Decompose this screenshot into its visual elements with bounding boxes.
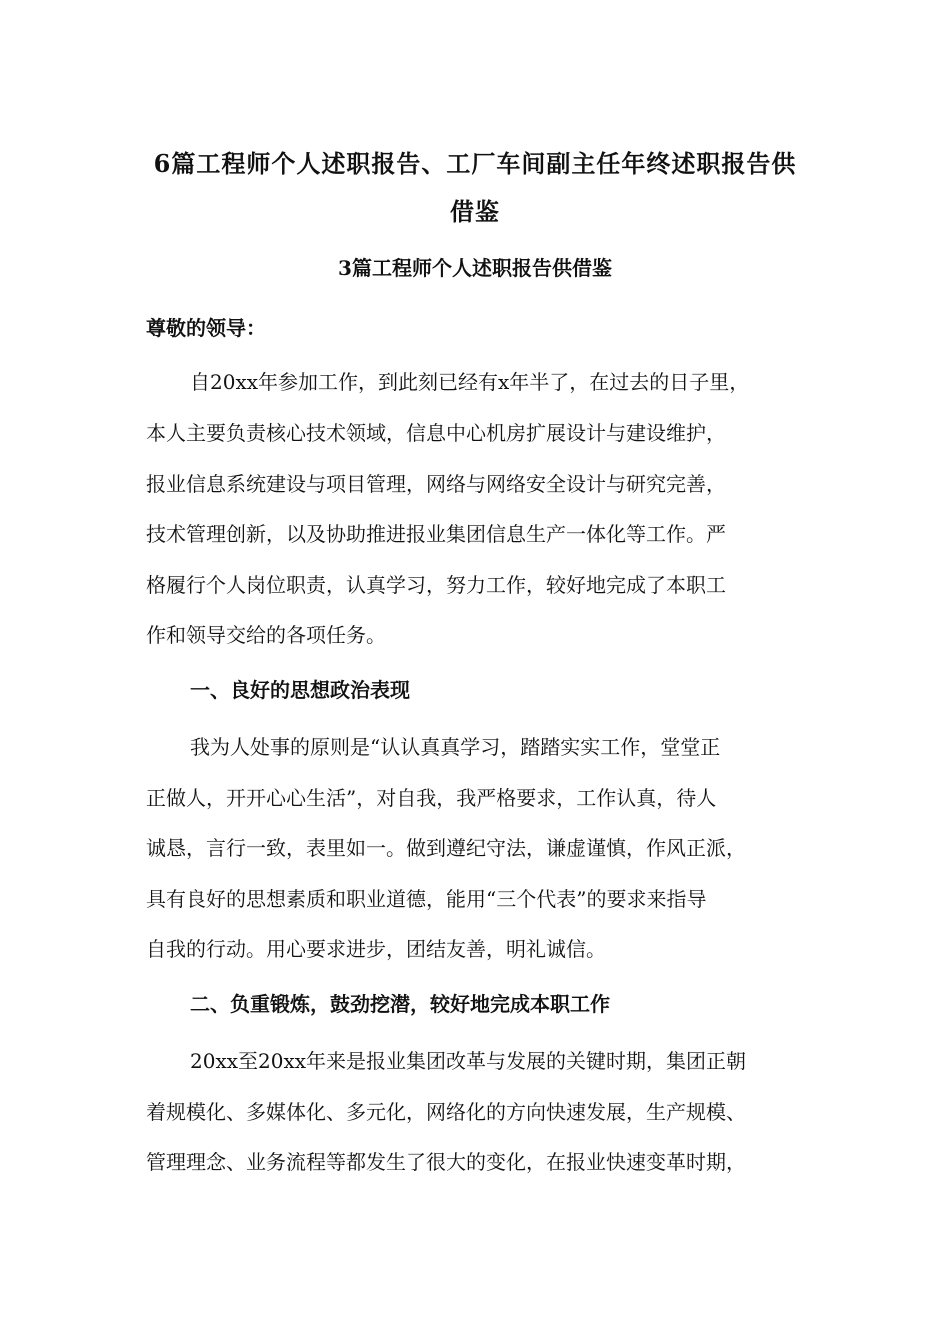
section-heading-1: 一、良好的思想政治表现	[190, 678, 410, 702]
paragraph-line: 自20xx年参加工作，到此刻已经有x年半了，在过去的日子里，	[190, 370, 750, 394]
section-heading-2: 二、负重锻炼，鼓劲挖潜，较好地完成本职工作	[190, 992, 610, 1016]
paragraph-line: 报业信息系统建设与项目管理，网络与网络安全设计与研究完善，	[146, 472, 726, 496]
paragraph-line: 我为人处事的原则是“认认真真学习，踏踏实实工作，堂堂正	[190, 735, 721, 759]
document-subtitle: 3篇工程师个人述职报告供借鉴	[338, 256, 612, 280]
document-title-line2: 借鉴	[450, 197, 500, 226]
paragraph-line: 具有良好的思想素质和职业道德，能用“三个代表”的要求来指导	[146, 887, 707, 911]
paragraph-line: 正做人，开开心心生活”，对自我，我严格要求，工作认真，待人	[146, 786, 717, 810]
paragraph-line: 格履行个人岗位职责，认真学习，努力工作，较好地完成了本职工	[146, 573, 726, 597]
document-title-line1: 6篇工程师个人述职报告、工厂车间副主任年终述职报告供	[153, 149, 797, 178]
paragraph-line: 本人主要负责核心技术领域，信息中心机房扩展设计与建设维护，	[146, 421, 726, 445]
paragraph-line: 作和领导交给的各项任务。	[146, 623, 386, 647]
paragraph-line: 自我的行动。用心要求进步，团结友善，明礼诚信。	[146, 937, 606, 961]
salutation: 尊敬的领导：	[146, 316, 266, 340]
paragraph-line: 着规模化、多媒体化、多元化，网络化的方向快速发展，生产规模、	[146, 1100, 746, 1124]
paragraph-line: 管理理念、业务流程等都发生了很大的变化，在报业快速变革时期，	[146, 1150, 746, 1174]
paragraph-line: 技术管理创新，以及协助推进报业集团信息生产一体化等工作。严	[146, 522, 726, 546]
paragraph-line: 诚恳，言行一致，表里如一。做到遵纪守法，谦虚谨慎，作风正派，	[146, 836, 746, 860]
paragraph-line: 20xx至20xx年来是报业集团改革与发展的关键时期，集团正朝	[190, 1049, 747, 1073]
